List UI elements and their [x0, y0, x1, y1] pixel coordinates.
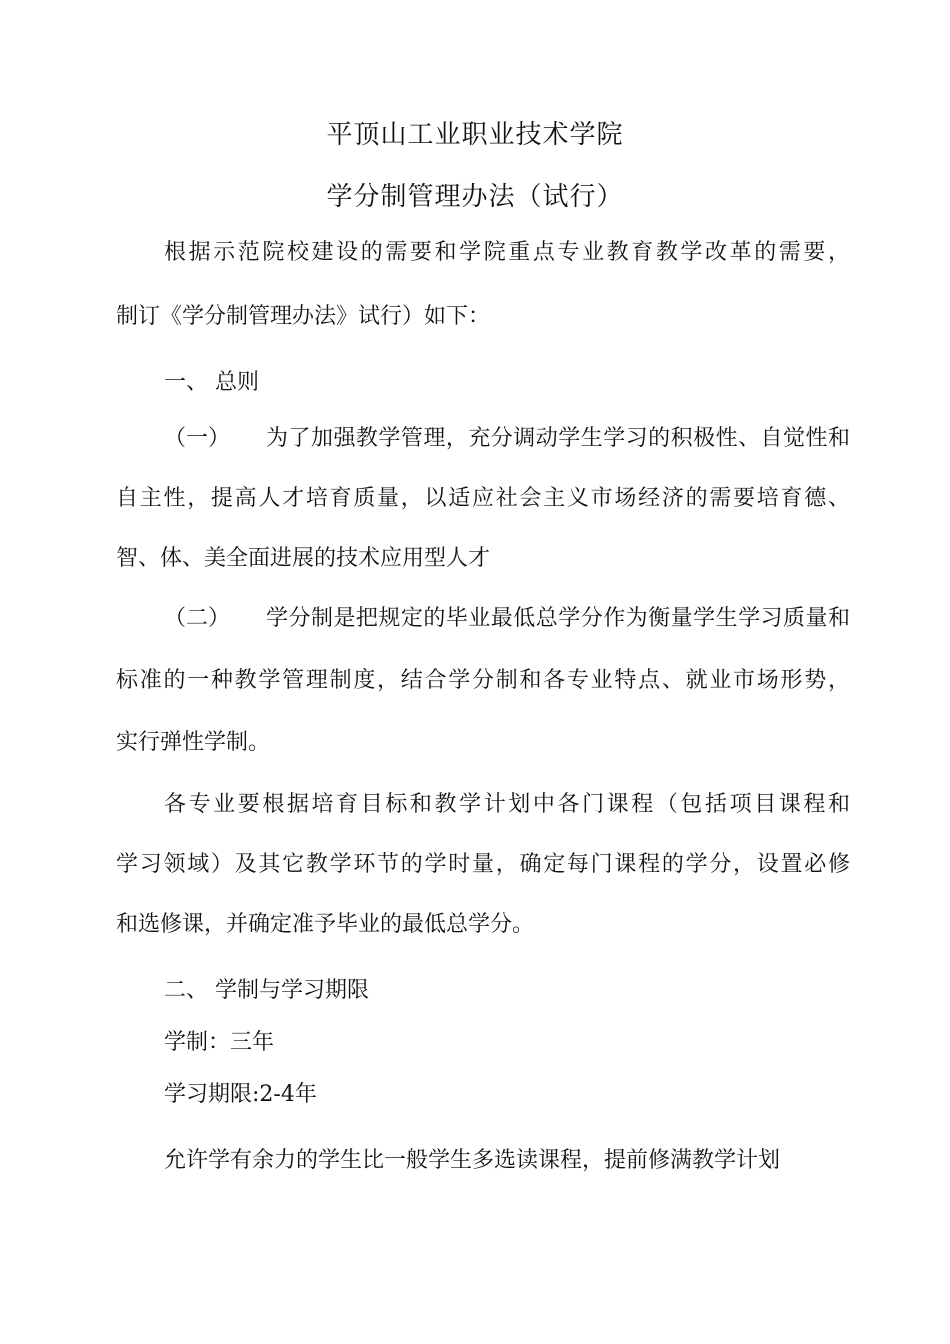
- para-line-1: 各专业要根据培育目标和教学计划中各门课程（包括项目课程和: [164, 792, 850, 817]
- para-line-2: 学习领域）及其它教学环节的学时量，确定每门课程的学分，设置必修: [116, 852, 850, 877]
- intro-line-1: 根据示范院校建设的需要和学院重点专业教育教学改革的需要，: [164, 240, 850, 265]
- item2-label: （二）: [164, 606, 231, 631]
- item1-label: （一）: [164, 426, 231, 451]
- item1-line-2: 自主性，提高人才培育质量，以适应社会主义市场经济的需要培育德、: [116, 486, 850, 511]
- item2-line-1: 学分制是把规定的毕业最低总学分作为衡量学生学习质量和: [266, 606, 850, 631]
- document-title: 平顶山工业职业技术学院: [326, 120, 624, 150]
- study-period: 学习期限:2-4年: [164, 1082, 317, 1107]
- document-subtitle: 学分制管理办法（试行）: [326, 182, 624, 212]
- intro-line-2: 制订《学分制管理办法》试行）如下：: [116, 304, 491, 329]
- study-system: 学制：三年: [164, 1030, 275, 1055]
- section1-heading: 一、 总则: [164, 370, 259, 395]
- item2-line-2: 标准的一种教学管理制度，结合学分制和各专业特点、就业市场形势，: [116, 668, 850, 693]
- item2-line-3: 实行弹性学制。: [116, 730, 271, 755]
- para-line-3: 和选修课，并确定准予毕业的最低总学分。: [116, 912, 535, 937]
- section2-para-line-1: 允许学有余力的学生比一般学生多选读课程，提前修满教学计划: [164, 1148, 781, 1173]
- item1-line-1: 为了加强教学管理，充分调动学生学习的积极性、自觉性和: [266, 426, 850, 451]
- item1-line-3: 智、体、美全面进展的技术应用型人才: [116, 546, 491, 571]
- section2-heading: 二、 学制与学习期限: [164, 978, 369, 1003]
